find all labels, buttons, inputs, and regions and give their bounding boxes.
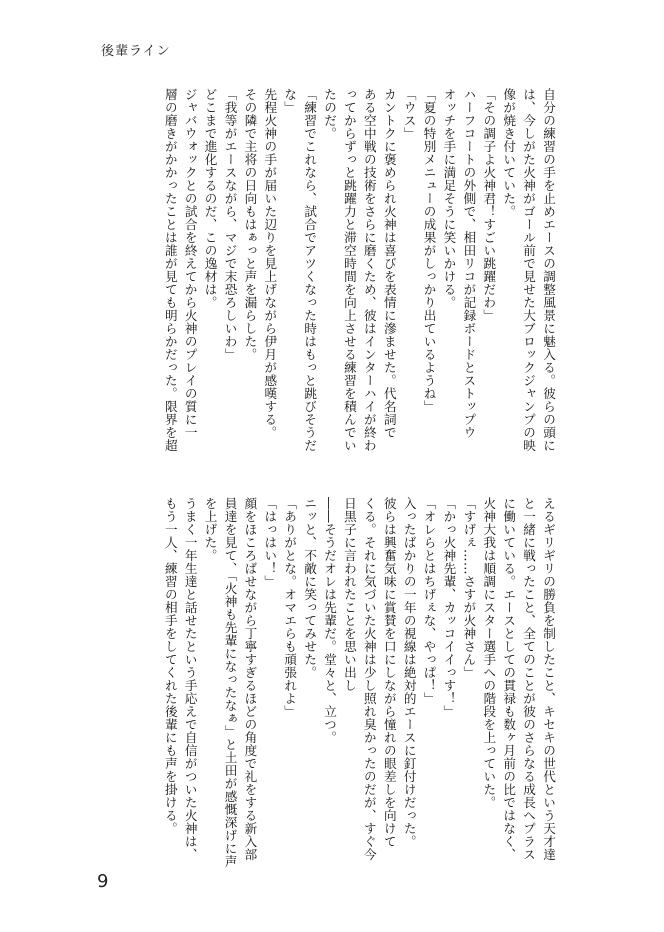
text-line: ハーフコートの外側で、相田リコが記録ボードとストップウ bbox=[461, 88, 477, 439]
page-number: 9 bbox=[97, 871, 109, 892]
text-line: を上げた。 bbox=[202, 497, 218, 562]
text-line: えるギリギリの勝負を制したこと、キセキの世代という天才達 bbox=[541, 497, 556, 861]
text-line: 先程火神の手が届いた辺りを見上げながら伊月が感嘆する。 bbox=[262, 88, 278, 439]
lower-text-block bbox=[160, 497, 558, 868]
text-line: な」 bbox=[282, 88, 298, 114]
text-line: どこまで進化するのだ、この逸材は。 bbox=[202, 88, 218, 309]
upper-text-block bbox=[160, 88, 558, 483]
text-line: 「夏の特別メニューの成果がしっかり出ているようね」 bbox=[421, 88, 437, 413]
text-line: ジャバウォックとの試合を終えてから火神のプレイの質に一 bbox=[182, 88, 198, 439]
text-line: 「我等がエースながら、マジで末恐ろしいわ」 bbox=[222, 88, 238, 361]
text-line: ニッと、不敵に笑ってみせた。 bbox=[302, 497, 318, 679]
text-line: は、今しがた火神がゴール前で見せた大ブロックジャンプの映 bbox=[521, 88, 537, 452]
running-header: 後輩ライン bbox=[101, 44, 171, 59]
text-line: カントクに褒められ火神は喜びを表情に滲ませた。代名詞で bbox=[381, 88, 397, 439]
text-line: たのだ。 bbox=[322, 88, 338, 140]
text-line: 「すげぇ……さすが火神さん」 bbox=[461, 497, 477, 679]
text-line: その隣で主将の日向もはぁっと声を漏らした。 bbox=[242, 88, 258, 361]
text-line: うまく一年生達と話せたという手応えで自信がついた火神は、 bbox=[182, 497, 198, 861]
text-line: オッチを手に満足そうに笑いかける。 bbox=[441, 88, 457, 309]
text-line: 顔をほころばせながら丁寧すぎるほどの角度で礼をする新入部 bbox=[242, 497, 258, 861]
text-line: 「はっはい！」 bbox=[262, 497, 278, 588]
text-line: 彼らは興奮気味に賞賛を口にしながら憧れの眼差しを向けて bbox=[381, 497, 397, 848]
text-line: ある空中戦の技術をさらに磨くため、彼はインターハイが終わ bbox=[361, 88, 377, 452]
text-line: もう一人、練習の相手をしてくれた後輩にも声を掛ける。 bbox=[162, 497, 178, 835]
text-line: ――そうだオレは先輩だ。堂々と、立つ。 bbox=[322, 497, 338, 744]
text-line: ってからずっと跳躍力と滞空時間を向上させる練習を積んでい bbox=[341, 88, 357, 452]
text-line: 「かっ火神先輩、カッコイイっす！」 bbox=[441, 497, 457, 718]
text-line: 日黒子に言われたことを思い出し bbox=[341, 497, 357, 692]
text-line: 層の磨きがかかったことは誰が見ても明らかだった。限界を超 bbox=[162, 88, 178, 452]
text-line: 「オレらとはちげぇな、やっぱ！」 bbox=[421, 497, 437, 705]
text-line: 員達を見て、「火神も先輩になったなぁ」と土田が感慨深げに声 bbox=[222, 497, 238, 868]
text-line: 火神大我は順調にスター選手への階段を上っていた。 bbox=[481, 497, 497, 809]
text-line: 「ウス」 bbox=[401, 88, 417, 140]
text-line: 像が焼き付いていた。 bbox=[501, 88, 517, 218]
text-line: 自分の練習の手を止めエースの調整風景に魅入る。彼らの頭に bbox=[541, 88, 556, 452]
text-line: くる。それに気づいた火神は少し照れ臭かったのだが、すぐ今 bbox=[361, 497, 377, 861]
text-line: 「練習でこれなら、試合でアツくなった時はもっと跳びそうだ bbox=[302, 88, 318, 452]
text-line: と一緒に戦ったこと、全てのことが彼のさらなる成長へプラス bbox=[521, 497, 537, 861]
text-line: 「その調子よ火神君！すごい跳躍だわ」 bbox=[481, 88, 497, 322]
text-line: に働いている。エースとしての貫禄も数ヶ月前の比ではなく、 bbox=[501, 497, 517, 861]
text-line: 「ありがとな。オマエらも頑張れよ」 bbox=[282, 497, 298, 718]
text-line: 入ったばかりの一年の視線は絶対的エースに釘付けだった。 bbox=[401, 497, 417, 848]
